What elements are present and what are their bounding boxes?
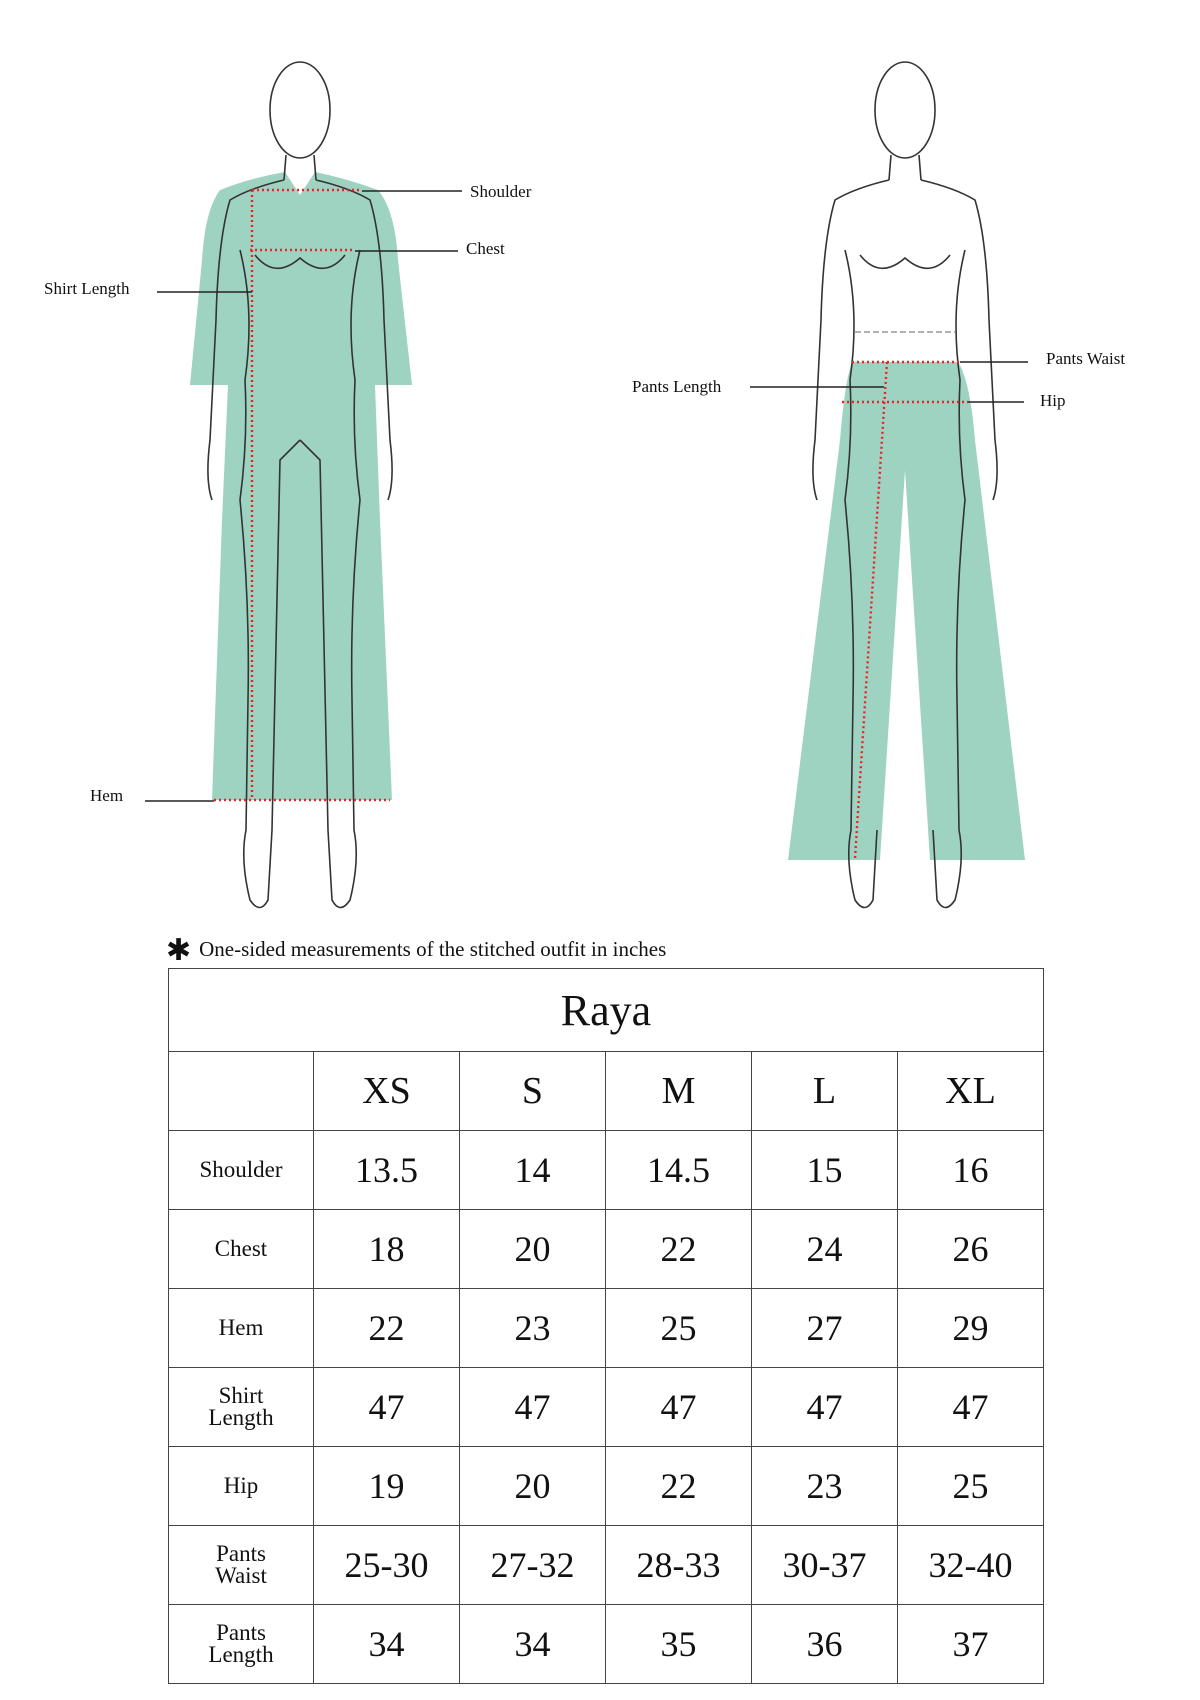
cell-value: 22 [314, 1289, 460, 1368]
corner-cell [169, 1052, 314, 1131]
row-label: Chest [169, 1210, 314, 1289]
cell-value: 22 [606, 1447, 752, 1526]
row-label-line2: Length [208, 1405, 274, 1430]
cell-value: 37 [898, 1605, 1044, 1684]
row-label-line2: Waist [215, 1563, 267, 1588]
cell-value: 36 [752, 1605, 898, 1684]
row-label-line2: Length [208, 1642, 274, 1667]
label-hem: Hem [90, 786, 124, 805]
cell-value: 14.5 [606, 1131, 752, 1210]
cell-value: 30-37 [752, 1526, 898, 1605]
label-hip: Hip [1040, 391, 1066, 410]
table-row-pants-waist [169, 1526, 1044, 1605]
right-figure-pants [750, 62, 1028, 908]
cell-value: 27 [752, 1289, 898, 1368]
cell-value: 28-33 [606, 1526, 752, 1605]
cell-value: 23 [460, 1289, 606, 1368]
label-pants-waist: Pants Waist [1046, 349, 1126, 368]
row-label-line1: Pants [216, 1541, 266, 1567]
label-pants-length: Pants Length [632, 377, 722, 396]
cell-value: 20 [460, 1210, 606, 1289]
cell-value: 20 [460, 1447, 606, 1526]
table-row-shirt-length [169, 1368, 1044, 1447]
cell-value: 26 [898, 1210, 1044, 1289]
cell-value: 25 [606, 1289, 752, 1368]
cell-value: 27-32 [460, 1526, 606, 1605]
cell-value: 47 [606, 1368, 752, 1447]
size-header: S [460, 1052, 606, 1131]
cell-value: 34 [460, 1605, 606, 1684]
row-label [169, 1368, 314, 1447]
cell-value: 47 [460, 1368, 606, 1447]
cell-value: 22 [606, 1210, 752, 1289]
cell-value: 16 [898, 1131, 1044, 1210]
cell-value: 24 [752, 1210, 898, 1289]
cell-value: 13.5 [314, 1131, 460, 1210]
row-label: Hip [169, 1447, 314, 1526]
row-label: Hem [169, 1289, 314, 1368]
asterisk-icon: ✱ [166, 934, 192, 967]
row-label-line1: Shirt [218, 1383, 264, 1409]
size-header: XL [898, 1052, 1044, 1131]
label-chest: Chest [466, 239, 505, 258]
cell-value: 47 [752, 1368, 898, 1447]
cell-value: 18 [314, 1210, 460, 1289]
row-label: Shoulder [169, 1131, 314, 1210]
cell-value: 29 [898, 1289, 1044, 1368]
table-row-chest [169, 1210, 1044, 1289]
cell-value: 32-40 [898, 1526, 1044, 1605]
size-header-row [169, 1052, 1044, 1131]
label-shoulder: Shoulder [470, 182, 532, 201]
cell-value: 14 [460, 1131, 606, 1210]
cell-value: 47 [898, 1368, 1044, 1447]
row-label [169, 1526, 314, 1605]
left-figure-shirt-dress [145, 62, 462, 908]
size-header: M [606, 1052, 752, 1131]
size-chart-table [168, 968, 1044, 1684]
measurement-note [166, 932, 666, 966]
cell-value: 25 [898, 1447, 1044, 1526]
cell-value: 35 [606, 1605, 752, 1684]
size-header: L [752, 1052, 898, 1131]
cell-value: 25-30 [314, 1526, 460, 1605]
note-text: One-sided measurements of the stitched outfit in inches [199, 936, 667, 961]
table-row-shoulder [169, 1131, 1044, 1210]
cell-value: 47 [314, 1368, 460, 1447]
size-header: XS [314, 1052, 460, 1131]
table-row-pants-length [169, 1605, 1044, 1684]
table-row-hip [169, 1447, 1044, 1526]
table-title: Raya [169, 969, 1044, 1052]
row-label-line1: Pants [216, 1620, 266, 1646]
table-row-hem [169, 1289, 1044, 1368]
cell-value: 34 [314, 1605, 460, 1684]
cell-value: 19 [314, 1447, 460, 1526]
row-label [169, 1605, 314, 1684]
cell-value: 23 [752, 1447, 898, 1526]
label-shirt-length: Shirt Length [44, 279, 130, 298]
cell-value: 15 [752, 1131, 898, 1210]
